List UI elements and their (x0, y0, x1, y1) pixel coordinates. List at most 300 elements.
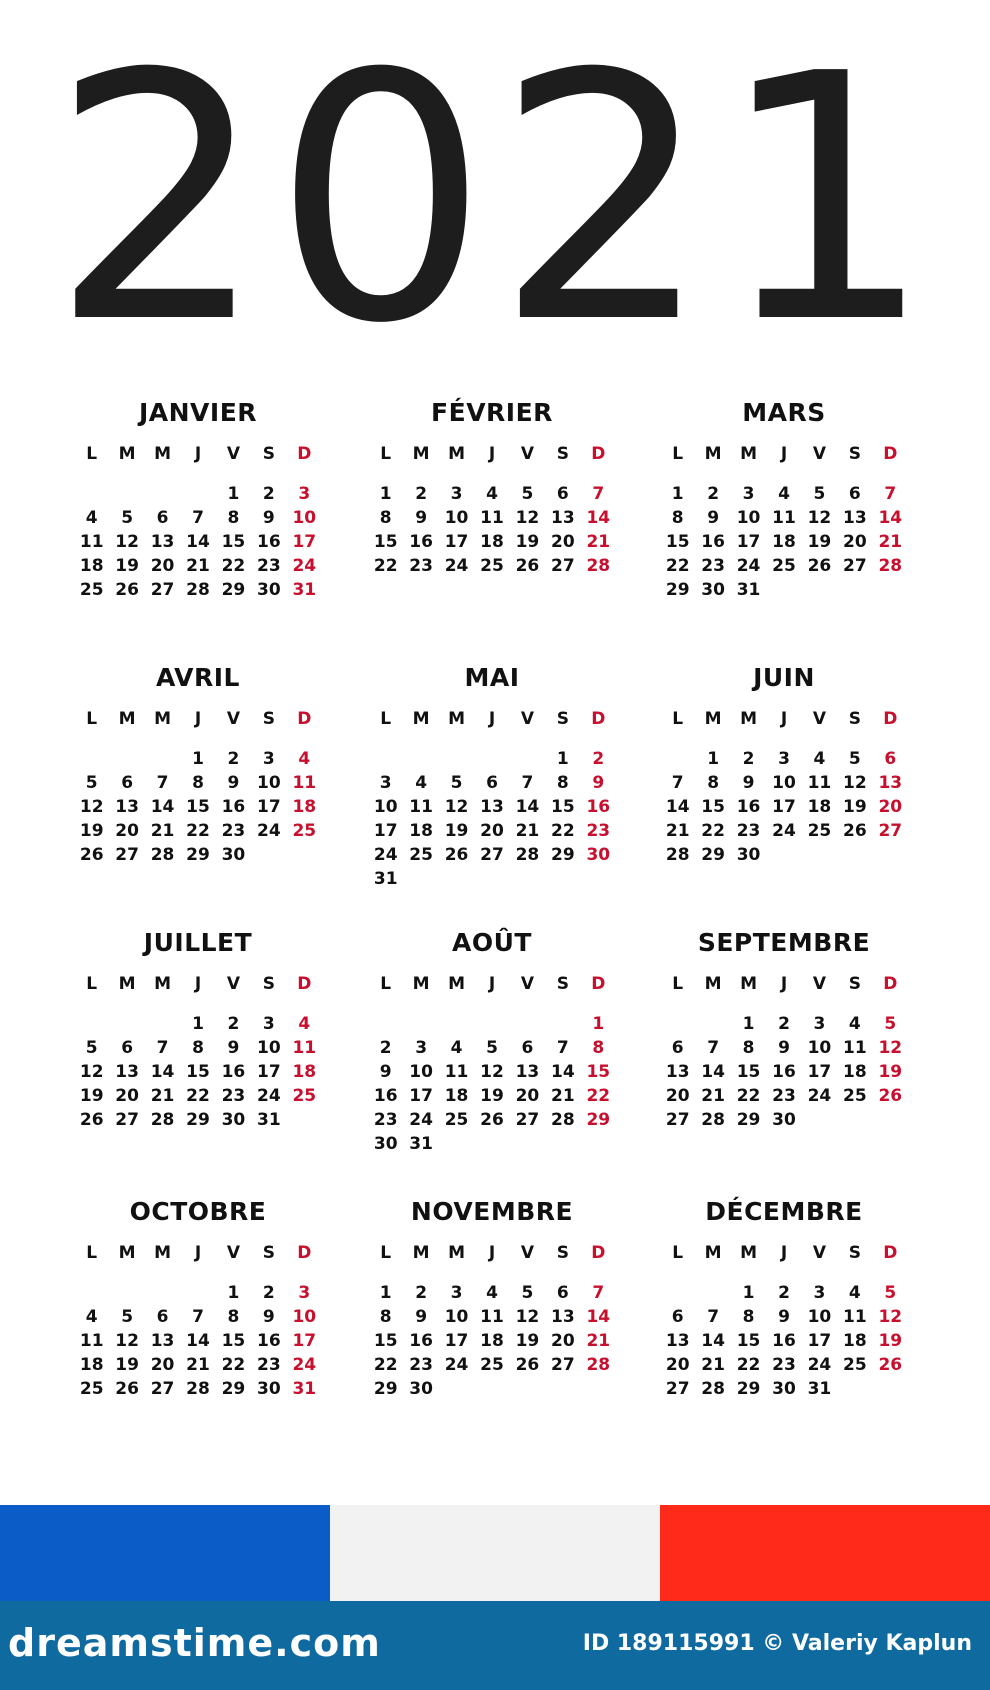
empty-cell (403, 747, 438, 771)
day-cell: 10 (772, 773, 796, 793)
day-cell: 6 (121, 773, 134, 793)
month-3 (660, 396, 908, 602)
day-cell: 13 (665, 1062, 690, 1082)
day-cell: 26 (843, 821, 867, 841)
day-cell: 27 (665, 1379, 690, 1399)
day-cell: 28 (701, 1110, 725, 1130)
day-cell: 18 (444, 1086, 469, 1106)
weekday-header: V (226, 1243, 240, 1263)
day-cell: 7 (884, 484, 897, 504)
day-cell: 16 (772, 1331, 796, 1351)
day-cell: 18 (772, 532, 796, 552)
day-cell: 13 (515, 1062, 540, 1082)
day-cell: 16 (221, 1062, 246, 1082)
month-title: JUIN (753, 663, 815, 692)
day-cell: 13 (843, 508, 867, 528)
day-cell: 26 (878, 1086, 903, 1106)
day-cell: 22 (186, 821, 210, 841)
day-cell: 23 (701, 556, 725, 576)
day-cell: 13 (551, 1307, 575, 1327)
day-cell: 28 (701, 1379, 725, 1399)
empty-cell (145, 1281, 180, 1305)
day-cell: 28 (665, 845, 690, 865)
day-cell: 30 (257, 1379, 281, 1399)
day-cell: 1 (379, 484, 392, 504)
day-cell: 26 (480, 1110, 504, 1130)
day-cell: 3 (813, 1014, 826, 1034)
day-cell: 29 (736, 1110, 761, 1130)
day-cell: 16 (586, 797, 611, 817)
day-cell: 12 (115, 532, 139, 552)
day-cell: 9 (707, 508, 720, 528)
day-cell: 13 (150, 532, 175, 552)
weekday-header: D (591, 1243, 606, 1263)
day-cell: 18 (292, 797, 317, 817)
day-cell: 4 (848, 1014, 861, 1034)
month-1 (74, 396, 322, 602)
day-cell: 20 (150, 556, 175, 576)
weekday-header: L (380, 974, 392, 994)
day-cell: 22 (586, 1086, 611, 1106)
empty-cell (145, 747, 180, 771)
day-cell: 21 (186, 556, 210, 576)
day-cell: 19 (878, 1062, 903, 1082)
weekday-header: M (412, 444, 430, 464)
day-cell: 28 (150, 845, 175, 865)
day-cell: 18 (409, 821, 433, 841)
day-cell: 5 (486, 1038, 498, 1058)
month-title: AVRIL (156, 663, 240, 692)
weekday-header: V (812, 709, 826, 729)
day-cell: 3 (450, 1283, 463, 1303)
day-cell: 1 (671, 484, 684, 504)
day-cell: 12 (444, 797, 469, 817)
weekday-header: S (848, 1243, 861, 1263)
day-cell: 19 (115, 1355, 139, 1375)
day-cell: 11 (843, 1307, 867, 1327)
weekday-header: S (262, 709, 275, 729)
month-grid (368, 709, 616, 891)
day-cell: 16 (257, 532, 281, 552)
day-cell: 27 (480, 845, 504, 865)
day-cell: 11 (292, 773, 317, 793)
empty-cell (109, 1012, 144, 1036)
day-cell: 25 (772, 556, 796, 576)
day-cell: 6 (671, 1307, 684, 1327)
weekday-header: J (780, 974, 788, 994)
day-cell: 27 (878, 821, 903, 841)
day-cell: 1 (192, 1014, 204, 1034)
empty-cell (545, 1012, 580, 1036)
day-cell: 28 (586, 556, 611, 576)
day-cell: 21 (515, 821, 540, 841)
day-cell: 20 (115, 821, 139, 841)
empty-cell (695, 1281, 730, 1305)
weekday-header: L (380, 1243, 392, 1263)
weekday-header: L (86, 444, 98, 464)
weekday-header: D (591, 444, 606, 464)
image-credit: ID 189115991 © Valeriy Kaplun (582, 1631, 972, 1656)
day-cell: 1 (742, 1283, 755, 1303)
day-cell: 14 (586, 1307, 611, 1327)
empty-cell (74, 1281, 109, 1305)
weekday-header: V (226, 444, 240, 464)
day-cell: 24 (409, 1110, 433, 1130)
day-cell: 11 (807, 773, 832, 793)
day-cell: 18 (292, 1062, 317, 1082)
day-cell: 27 (515, 1110, 540, 1130)
day-cell: 19 (79, 821, 104, 841)
day-cell: 26 (444, 845, 469, 865)
day-cell: 25 (292, 821, 317, 841)
day-cell: 11 (843, 1038, 867, 1058)
day-cell: 24 (292, 1355, 317, 1375)
day-cell: 24 (444, 556, 469, 576)
day-cell: 27 (551, 556, 575, 576)
month-grid (368, 444, 616, 578)
day-cell: 3 (813, 1283, 826, 1303)
day-cell: 26 (515, 556, 540, 576)
day-cell: 27 (665, 1110, 690, 1130)
day-cell: 9 (778, 1038, 790, 1058)
french-flag-banner (0, 1505, 990, 1601)
day-cell: 2 (778, 1014, 790, 1034)
day-cell: 21 (665, 821, 690, 841)
empty-cell (439, 747, 474, 771)
day-cell: 18 (79, 1355, 104, 1375)
day-cell: 28 (515, 845, 540, 865)
day-cell: 15 (221, 1331, 246, 1351)
day-cell: 24 (807, 1086, 832, 1106)
weekday-header: L (86, 1243, 98, 1263)
day-cell: 27 (150, 1379, 175, 1399)
day-cell: 14 (586, 508, 611, 528)
day-cell: 12 (79, 797, 104, 817)
day-cell: 30 (772, 1379, 796, 1399)
day-cell: 7 (592, 1283, 605, 1303)
day-cell: 2 (592, 749, 605, 769)
empty-cell (474, 1012, 509, 1036)
day-cell: 4 (85, 508, 98, 528)
day-cell: 26 (79, 1110, 104, 1130)
month-4 (74, 661, 322, 867)
day-cell: 8 (556, 773, 569, 793)
day-cell: 15 (665, 532, 690, 552)
weekday-header: L (672, 974, 684, 994)
day-cell: 5 (121, 508, 134, 528)
day-cell: 17 (257, 1062, 281, 1082)
day-cell: 19 (807, 532, 832, 552)
day-cell: 8 (707, 773, 720, 793)
day-cell: 13 (665, 1331, 690, 1351)
day-cell: 25 (480, 1355, 504, 1375)
day-cell: 10 (373, 797, 398, 817)
weekday-header: S (556, 709, 569, 729)
weekday-header: L (86, 974, 98, 994)
weekday-header: M (412, 709, 430, 729)
day-cell: 10 (444, 1307, 469, 1327)
day-cell: 8 (742, 1307, 755, 1327)
day-cell: 2 (778, 1283, 790, 1303)
day-cell: 26 (79, 845, 104, 865)
weekday-header: D (591, 709, 606, 729)
day-cell: 28 (186, 580, 210, 600)
weekday-header: J (194, 709, 202, 729)
day-cell: 19 (515, 532, 540, 552)
flag-red-band (660, 1505, 990, 1601)
day-cell: 12 (878, 1038, 903, 1058)
weekday-header: J (488, 1243, 496, 1263)
day-cell: 14 (701, 1331, 725, 1351)
day-cell: 11 (79, 532, 104, 552)
month-7 (74, 926, 322, 1132)
day-cell: 28 (551, 1110, 575, 1130)
day-cell: 12 (807, 508, 832, 528)
day-cell: 19 (480, 1086, 504, 1106)
empty-cell (439, 1012, 474, 1036)
month-grid (74, 974, 322, 1132)
day-cell: 29 (586, 1110, 611, 1130)
day-cell: 13 (480, 797, 504, 817)
weekday-header: J (194, 444, 202, 464)
day-cell: 21 (551, 1086, 575, 1106)
weekday-header: L (672, 709, 684, 729)
day-cell: 21 (586, 532, 611, 552)
day-cell: 6 (156, 1307, 169, 1327)
day-cell: 20 (480, 821, 504, 841)
weekday-header: S (556, 444, 569, 464)
day-cell: 31 (257, 1110, 281, 1130)
day-cell: 15 (186, 797, 210, 817)
weekday-header: S (848, 974, 861, 994)
day-cell: 4 (298, 1014, 311, 1034)
weekday-header: D (591, 974, 606, 994)
day-cell: 9 (379, 1062, 392, 1082)
month-grid (660, 444, 908, 602)
day-cell: 12 (79, 1062, 104, 1082)
weekday-header: J (780, 444, 788, 464)
day-cell: 11 (409, 797, 433, 817)
day-cell: 15 (221, 532, 246, 552)
day-cell: 29 (186, 1110, 210, 1130)
day-cell: 16 (409, 1331, 433, 1351)
day-cell: 8 (592, 1038, 605, 1058)
day-cell: 25 (409, 845, 433, 865)
day-cell: 17 (807, 1062, 832, 1082)
month-5 (368, 661, 616, 891)
day-cell: 29 (551, 845, 575, 865)
day-cell: 10 (807, 1307, 832, 1327)
day-cell: 6 (121, 1038, 134, 1058)
day-cell: 8 (192, 1038, 204, 1058)
day-cell: 22 (186, 1086, 210, 1106)
day-cell: 29 (665, 580, 690, 600)
year-title: 2021 (50, 2, 940, 398)
day-cell: 19 (115, 556, 139, 576)
empty-cell (368, 1012, 403, 1036)
day-cell: 25 (79, 580, 104, 600)
day-cell: 15 (701, 797, 725, 817)
day-cell: 8 (227, 1307, 240, 1327)
day-cell: 30 (221, 845, 246, 865)
day-cell: 21 (701, 1086, 725, 1106)
day-cell: 8 (742, 1038, 755, 1058)
day-cell: 5 (85, 773, 98, 793)
day-cell: 16 (373, 1086, 398, 1106)
weekday-header: D (297, 709, 312, 729)
day-cell: 20 (551, 532, 575, 552)
day-cell: 17 (292, 532, 317, 552)
day-cell: 21 (150, 821, 175, 841)
day-cell: 7 (156, 773, 169, 793)
day-cell: 30 (221, 1110, 246, 1130)
month-title: FÉVRIER (431, 398, 553, 427)
weekday-header: L (672, 1243, 684, 1263)
day-cell: 17 (772, 797, 796, 817)
day-cell: 1 (379, 1283, 392, 1303)
day-cell: 17 (257, 797, 281, 817)
weekday-header: L (380, 444, 392, 464)
day-cell: 4 (450, 1038, 463, 1058)
day-cell: 28 (150, 1110, 175, 1130)
empty-cell (74, 1012, 109, 1036)
day-cell: 7 (556, 1038, 569, 1058)
day-cell: 12 (515, 508, 540, 528)
day-cell: 14 (186, 532, 210, 552)
day-cell: 1 (592, 1014, 605, 1034)
day-cell: 21 (186, 1355, 210, 1375)
empty-cell (74, 482, 109, 506)
month-grid (368, 974, 616, 1156)
day-cell: 31 (373, 869, 398, 889)
day-cell: 24 (257, 1086, 281, 1106)
day-cell: 22 (221, 556, 246, 576)
day-cell: 25 (292, 1086, 317, 1106)
day-cell: 4 (298, 749, 311, 769)
day-cell: 28 (878, 556, 903, 576)
day-cell: 26 (807, 556, 832, 576)
day-cell: 9 (262, 1307, 275, 1327)
day-cell: 22 (373, 1355, 398, 1375)
weekday-header: J (194, 1243, 202, 1263)
weekday-header: V (520, 1243, 534, 1263)
day-cell: 2 (415, 1283, 428, 1303)
day-cell: 18 (843, 1331, 867, 1351)
day-cell: 13 (115, 1062, 139, 1082)
weekday-header: J (488, 444, 496, 464)
empty-cell (180, 1281, 215, 1305)
day-cell: 25 (79, 1379, 104, 1399)
day-cell: 23 (257, 1355, 281, 1375)
day-cell: 1 (742, 1014, 755, 1034)
day-cell: 6 (486, 773, 498, 793)
day-cell: 22 (736, 1086, 761, 1106)
day-cell: 9 (592, 773, 605, 793)
day-cell: 13 (150, 1331, 175, 1351)
day-cell: 20 (150, 1355, 175, 1375)
day-cell: 10 (292, 1307, 317, 1327)
day-cell: 24 (807, 1355, 832, 1375)
day-cell: 3 (450, 484, 463, 504)
day-cell: 7 (192, 1307, 204, 1327)
day-cell: 18 (843, 1062, 867, 1082)
empty-cell (74, 747, 109, 771)
weekday-header: M (412, 1243, 430, 1263)
day-cell: 21 (701, 1355, 725, 1375)
weekday-header: S (848, 709, 861, 729)
day-cell: 30 (373, 1134, 398, 1154)
day-cell: 31 (409, 1134, 433, 1154)
day-cell: 11 (292, 1038, 317, 1058)
day-cell: 2 (262, 1283, 275, 1303)
day-cell: 6 (521, 1038, 534, 1058)
day-cell: 16 (257, 1331, 281, 1351)
day-cell: 29 (221, 1379, 246, 1399)
day-cell: 10 (444, 508, 469, 528)
empty-cell (145, 1012, 180, 1036)
day-cell: 20 (515, 1086, 540, 1106)
month-10 (74, 1195, 322, 1401)
weekday-header: M (412, 974, 430, 994)
day-cell: 23 (221, 821, 246, 841)
day-cell: 22 (373, 556, 398, 576)
month-2 (368, 396, 616, 578)
day-cell: 17 (444, 1331, 469, 1351)
day-cell: 24 (373, 845, 398, 865)
weekday-header: D (297, 444, 312, 464)
day-cell: 8 (379, 1307, 392, 1327)
day-cell: 14 (515, 797, 540, 817)
day-cell: 17 (807, 1331, 832, 1351)
weekday-header: M (448, 709, 466, 729)
day-cell: 5 (85, 1038, 98, 1058)
day-cell: 4 (85, 1307, 98, 1327)
day-cell: 7 (592, 484, 605, 504)
day-cell: 6 (848, 484, 861, 504)
day-cell: 16 (736, 797, 761, 817)
day-cell: 27 (843, 556, 867, 576)
weekday-header: V (520, 709, 534, 729)
empty-cell (510, 747, 545, 771)
day-cell: 11 (79, 1331, 104, 1351)
day-cell: 14 (551, 1062, 575, 1082)
day-cell: 23 (409, 556, 433, 576)
day-cell: 10 (409, 1062, 433, 1082)
day-cell: 6 (884, 749, 897, 769)
day-cell: 14 (701, 1062, 725, 1082)
day-cell: 20 (878, 797, 903, 817)
day-cell: 21 (150, 1086, 175, 1106)
day-cell: 25 (843, 1355, 867, 1375)
day-cell: 31 (807, 1379, 832, 1399)
weekday-header: L (380, 709, 392, 729)
day-cell: 23 (736, 821, 761, 841)
flag-blue-band (0, 1505, 330, 1601)
month-title: JUILLET (143, 928, 253, 957)
day-cell: 11 (480, 508, 504, 528)
day-cell: 15 (736, 1331, 761, 1351)
weekday-header: V (226, 709, 240, 729)
day-cell: 19 (843, 797, 867, 817)
day-cell: 30 (736, 845, 761, 865)
weekday-header: V (812, 974, 826, 994)
day-cell: 5 (884, 1014, 897, 1034)
day-cell: 12 (115, 1331, 139, 1351)
month-9 (660, 926, 908, 1132)
empty-cell (474, 747, 509, 771)
day-cell: 29 (736, 1379, 761, 1399)
day-cell: 1 (227, 484, 240, 504)
